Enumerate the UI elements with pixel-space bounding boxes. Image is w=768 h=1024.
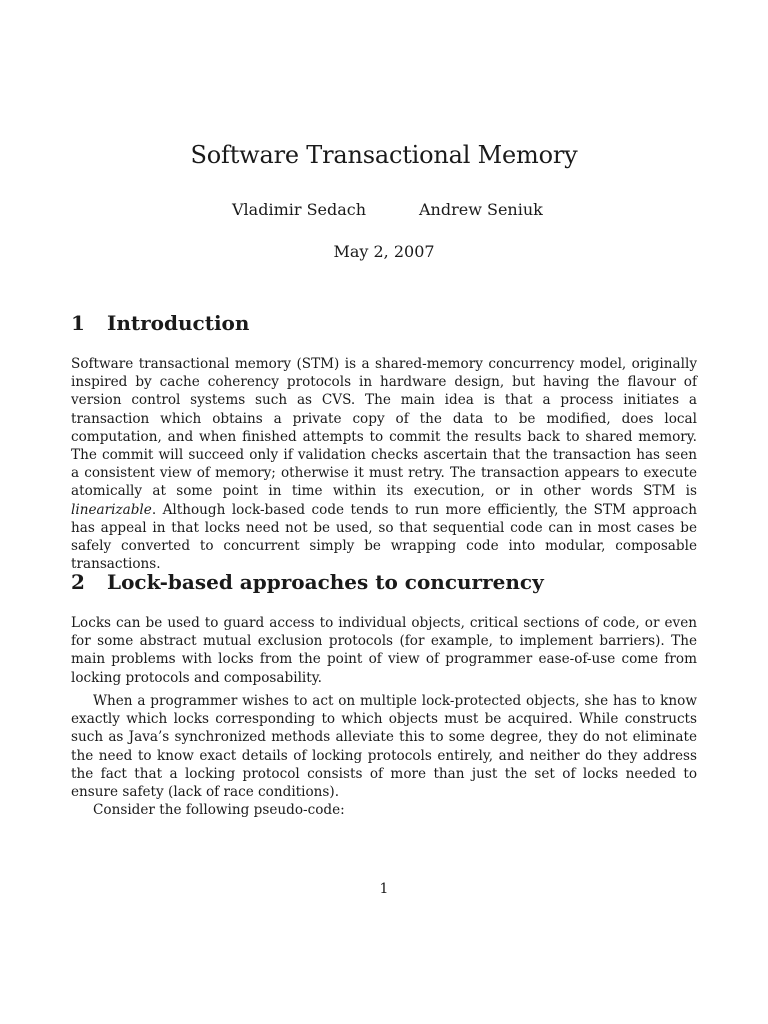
section-heading-lock-based (71, 570, 544, 594)
section-heading-introduction (71, 311, 249, 335)
body-paragraph: When a programmer wishes to act on multiple lock-protected objects, she has to know exactly which locks corresponding to which objects must be acquired. While constructs such as Java’s synchronized methods alleviate this to some degree, they do not eliminate the need to know exact details of locking protocols entirely, and neither do they address the fact that a locking protocol consists of more than just the set of locks needed to ensure safety (lack of race conditions). (71, 693, 697, 801)
paper-title: Software Transactional Memory (190, 141, 578, 169)
author-list (0, 200, 768, 222)
section-title: Introduction (107, 311, 250, 335)
publication-date: May 2, 2007 (333, 242, 435, 261)
body-paragraph: Consider the following pseudo-code: (93, 802, 345, 818)
author-name: Andrew Seniuk (419, 200, 543, 219)
body-paragraph: Locks can be used to guard access to individual objects, critical sections of code, or even for some abstract mutual exclusion protocols (for example, to implement barriers). The main problems with locks from the point of view of programmer ease-of-use come from locking protocols and composability. (71, 615, 697, 686)
section-number: 2 (71, 570, 85, 594)
section-number: 1 (71, 311, 85, 335)
paragraph-text: . Although lock-based code tends to run more efficiently, the STM approach has appeal in that locks need not be used, so that sequential code can in most cases be safely converted to concurrent simply be wrapping code into modular, composable transactions. (71, 501, 697, 573)
body-paragraph (71, 355, 697, 573)
page-number: 1 (379, 881, 389, 897)
paragraph-text: Software transactional memory (STM) is a shared-memory concurrency model, originally inspired by cache coherency protocols in hardware design, but having the flavour of version control systems such as CVS. The main idea is that a process initiates a transaction which obtains a private copy of the data to be modified, does local computation, and when finished attempts to commit the results back to shared memory. The commit will succeed only if validation checks ascertain that the transaction has seen a consistent view of memory; otherwise it must retry. The transaction appears to execute atomically at some point in time within its execution, or in other words STM is (71, 356, 697, 500)
section-title: Lock-based approaches to concurrency (107, 570, 544, 594)
author-name: Vladimir Sedach (232, 200, 367, 219)
emphasized-term: linearizable (71, 501, 152, 518)
